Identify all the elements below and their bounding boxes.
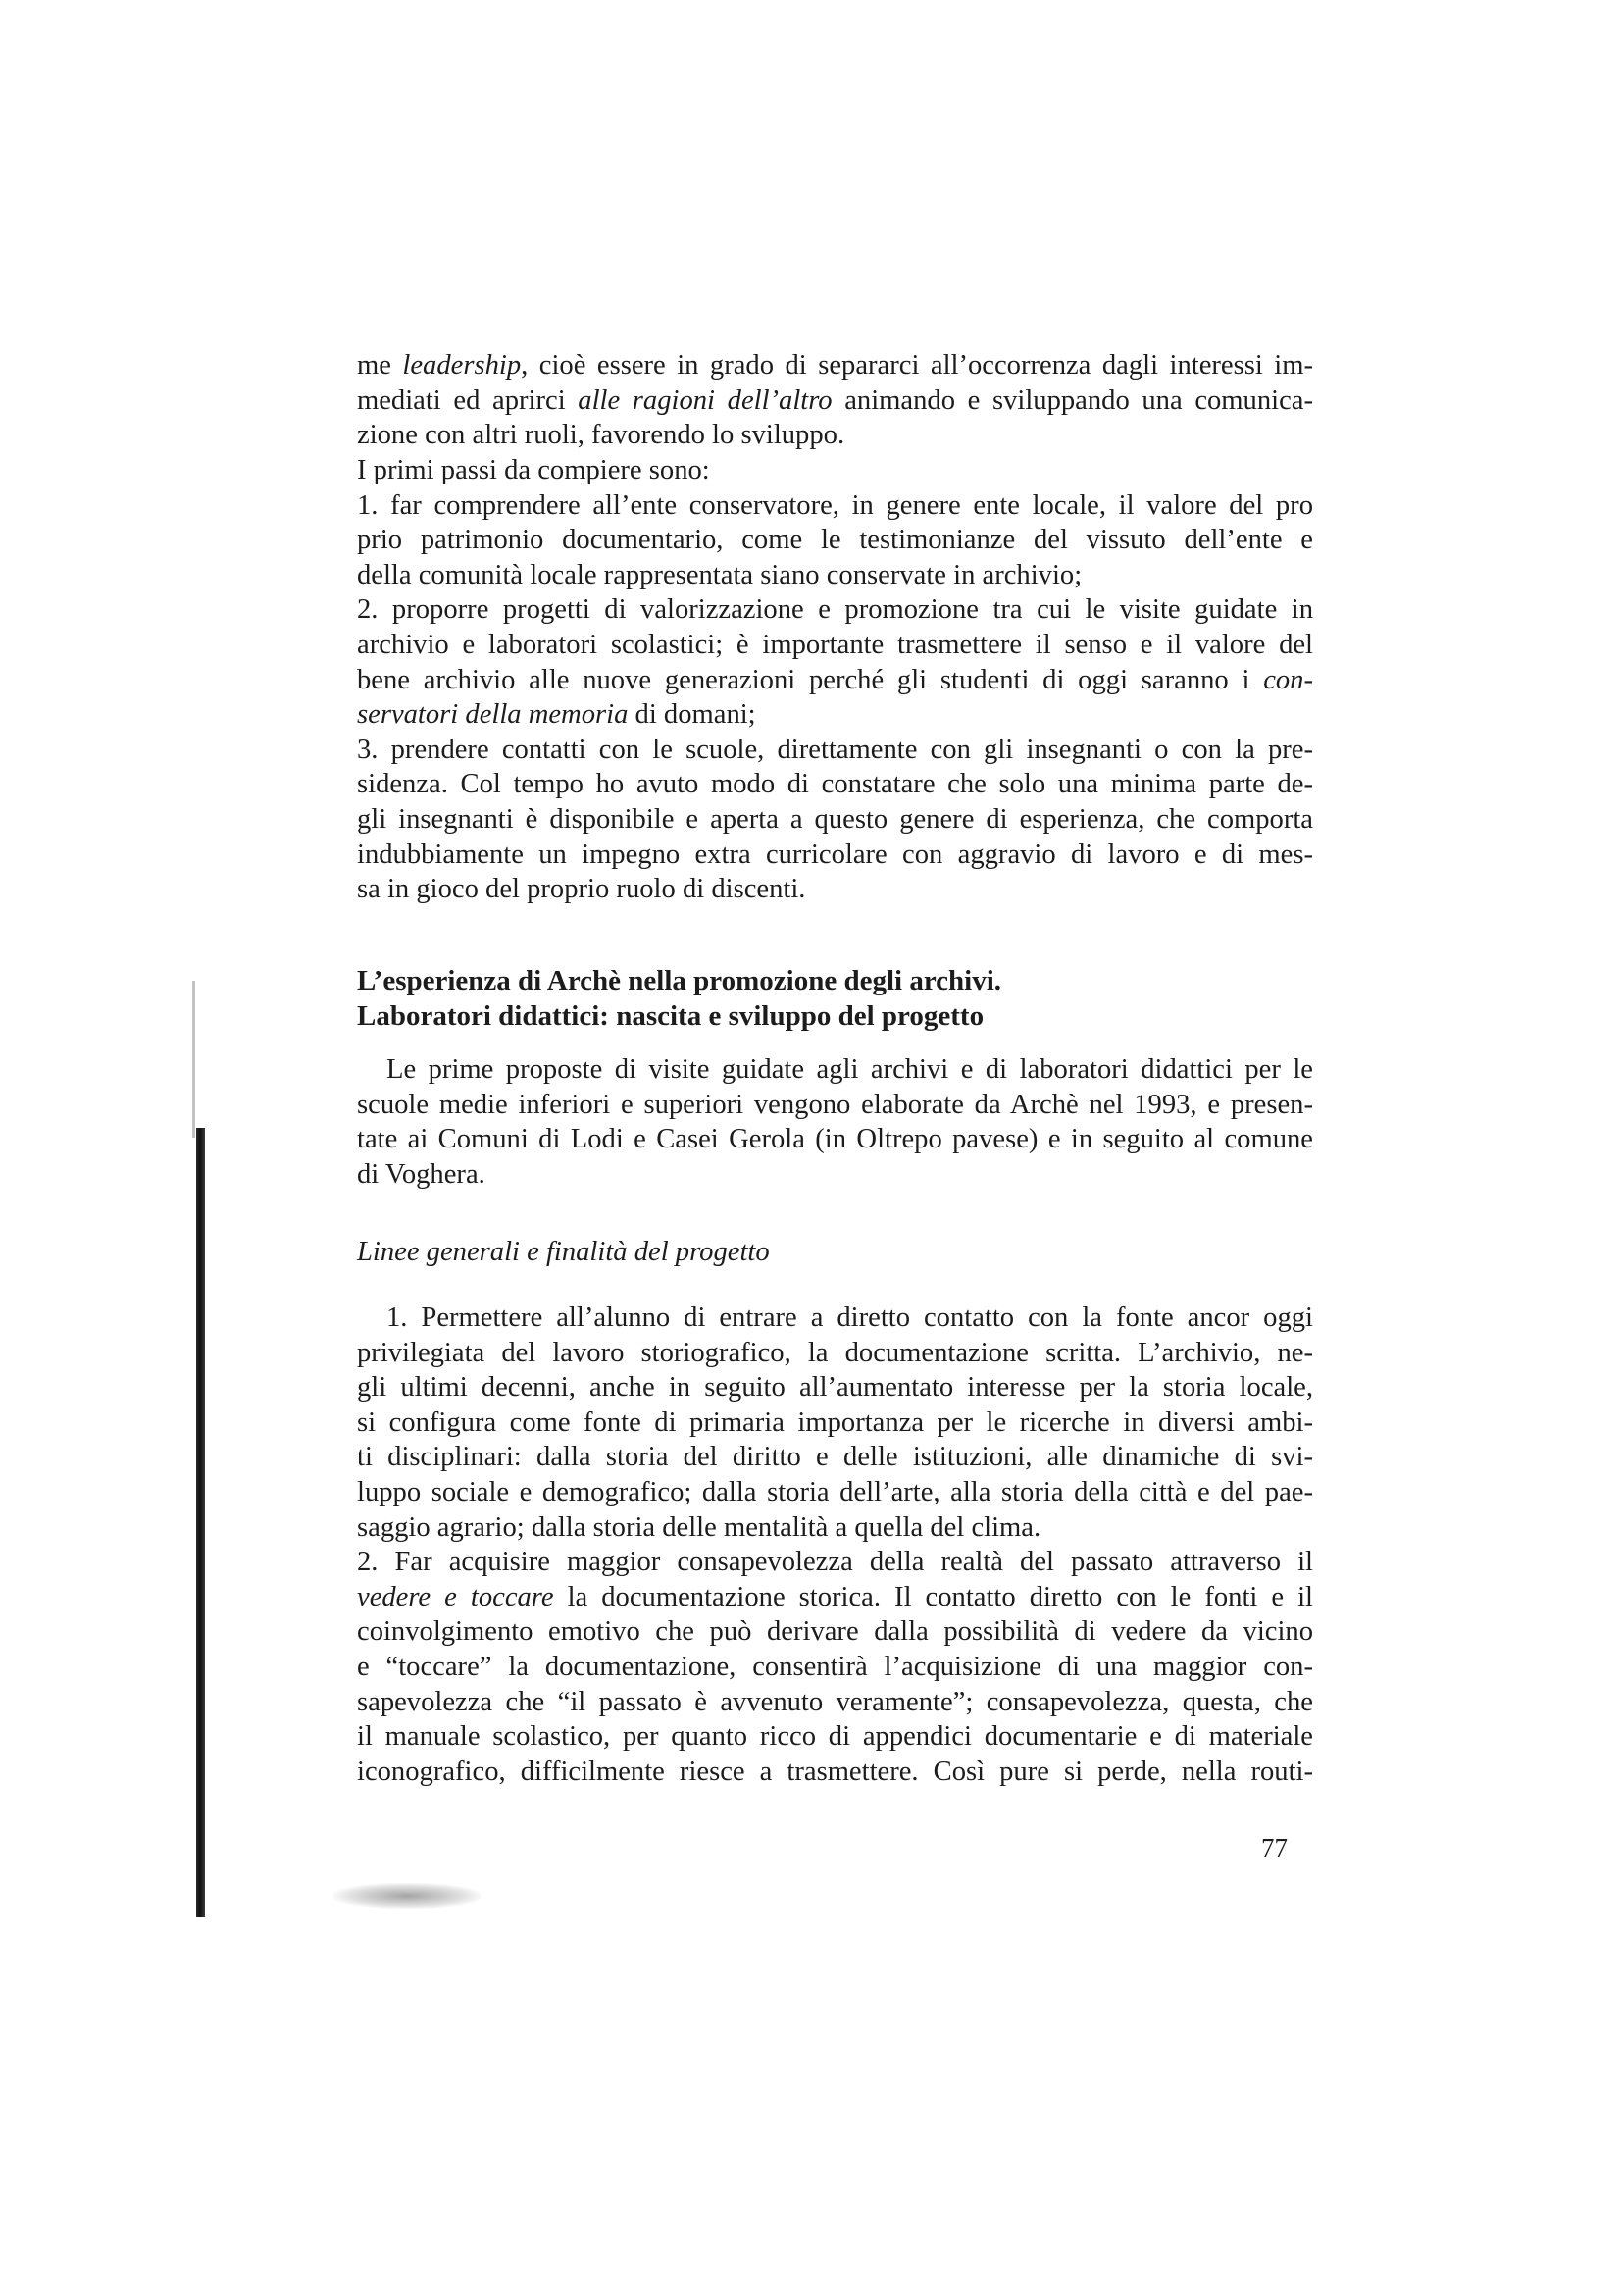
text-run: zione con altri ruoli, favorendo lo sviluppo. [357, 420, 845, 451]
text-line [357, 872, 1313, 907]
text-line [357, 1719, 1313, 1755]
italic-run: leadership [402, 350, 522, 381]
text-line [357, 697, 1313, 733]
text-run: di domani; [628, 699, 756, 731]
text-run: 2. Far acquisire maggior consapevolezza della realtà del passato attraverso il [357, 1547, 1313, 1578]
text-run: gli insegnanti è disponibile e aperta a questo genere di esperienza, che comporta [357, 803, 1313, 835]
text-line [357, 1088, 1313, 1123]
scan-smudge [333, 1883, 481, 1909]
text-line [357, 1510, 1313, 1546]
text-run: luppo sociale e demografico; dalla storia dell’arte, alla storia della città e del pae- [357, 1476, 1313, 1507]
text-line [357, 383, 1313, 419]
text-run: 2. proporre progetti di valorizzazione e promozione tra cui le visite guidate in [357, 594, 1313, 626]
text-line [357, 663, 1313, 698]
first-steps-list [357, 453, 1313, 907]
intro-paragraph [357, 1052, 1313, 1192]
text-line [357, 1336, 1313, 1371]
text-run: indubbiamente un impegno extra curricolare con aggravio di lavoro e di mes- [357, 839, 1313, 870]
text-run: si configura come fonte di primaria importanza per le ricerche in diversi ambi- [357, 1406, 1313, 1438]
text-line [357, 1157, 1313, 1193]
text-run: , cioè essere in grado di separarci all’occorrenza dagli interessi im- [521, 350, 1313, 381]
subsection-heading: Linee generali e finalità del progetto [357, 1237, 770, 1267]
text-run: 3. prendere contatti con le scuole, direttamente con gli insegnanti o con la pre- [357, 734, 1313, 765]
text-line [357, 1614, 1313, 1650]
text-line [357, 1580, 1313, 1615]
scan-binding-edge [196, 1128, 205, 1917]
text-line [357, 523, 1313, 558]
text-run: privilegiata del lavoro storiografico, la documentazione scritta. L’archivio, ne- [357, 1337, 1313, 1368]
text-line [357, 802, 1313, 838]
text-run: mediati ed aprirci [357, 384, 579, 416]
text-line [357, 348, 1313, 383]
text-line [357, 592, 1313, 628]
text-line [357, 1440, 1313, 1475]
text-line [357, 1300, 1313, 1336]
opening-paragraph [357, 348, 1313, 453]
italic-run: alle ragioni dell’altro [578, 384, 833, 416]
text-run: I primi passi da compiere sono: [357, 455, 710, 485]
text-run: e “toccare” la documentazione, consentirà l’acquisizione di una maggior con- [357, 1651, 1313, 1682]
text-run: prio patrimonio documentario, come le testimonianze del vissuto dell’ente e [357, 525, 1313, 556]
text-run: gli ultimi decenni, anche in seguito all’aumentato interesse per la storia locale, [357, 1372, 1313, 1403]
text-run: della comunità locale rappresentata siano conservate in archivio; [357, 559, 1083, 590]
text-run: Le prime proposte di visite guidate agli archivi e di laboratori didattici per le [386, 1054, 1313, 1085]
text-run: archivio e laboratori scolastici; è importante trasmettere il senso e il valore del [357, 629, 1313, 660]
text-run: 1. far comprendere all’ente conservatore, in genere ente locale, il valore del pro [357, 489, 1313, 521]
text-line [357, 1545, 1313, 1580]
scan-binding-shadow [192, 981, 195, 1138]
text-line [357, 733, 1313, 768]
text-line [357, 1685, 1313, 1720]
text-line [357, 418, 1313, 453]
italic-run: con- [1263, 664, 1313, 695]
text-line [357, 488, 1313, 524]
italic-run: vedere e toccare [357, 1581, 554, 1612]
text-line [357, 767, 1313, 802]
text-line [357, 1755, 1313, 1790]
text-line [357, 1405, 1313, 1441]
text-line [357, 1650, 1313, 1685]
text-run: me [357, 350, 403, 381]
text-run: sa in gioco del proprio ruolo di discenti. [357, 874, 806, 905]
text-line [357, 558, 1313, 593]
text-run: tate ai Comuni di Lodi e Casei Gerola (in Oltrepo pavese) e in seguito al comune [357, 1124, 1313, 1155]
text-run: coinvolgimento emotivo che può derivare dalla possibilità di vedere da vicino [357, 1616, 1313, 1648]
italic-run: servatori della memoria [357, 699, 629, 731]
text-line [357, 1052, 1313, 1088]
project-goals-list [357, 1300, 1313, 1789]
text-run: saggio agrario; dalla storia delle mentalità a quella del clima. [357, 1511, 1041, 1543]
text-run: scuole medie inferiori e superiori vengono elaborate da Archè nel 1993, e presen- [357, 1089, 1313, 1120]
text-run: di Voghera. [357, 1158, 485, 1190]
text-run: iconografico, difficilmente riesce a trasmettere. Così pure si perde, nella routi- [357, 1756, 1313, 1787]
text-line [357, 453, 1313, 488]
text-run: sapevolezza che “il passato è avvenuto veramente”; consapevolezza, questa, che [357, 1686, 1313, 1717]
text-run: sidenza. Col tempo ho avuto modo di constatare che solo una minima parte de- [357, 769, 1313, 800]
section-heading-line-2: Laboratori didattici: nascita e sviluppo del progetto [357, 1000, 985, 1032]
text-run: il manuale scolastico, per quanto ricco di appendici documentarie e di materiale [357, 1721, 1313, 1753]
text-run: la documentazione storica. Il contatto diretto con le fonti e il [553, 1581, 1313, 1612]
text-line [357, 628, 1313, 663]
section-heading-line-1: L’esperienza di Archè nella promozione degli archivi. [357, 965, 1002, 996]
text-run: 1. Permettere all’alunno di entrare a diretto contatto con la fonte ancor oggi [386, 1302, 1313, 1333]
text-line [357, 1475, 1313, 1510]
text-line [357, 838, 1313, 873]
text-run: bene archivio alle nuove generazioni perché gli studenti di oggi saranno i [357, 664, 1264, 695]
text-run: animando e sviluppando una comunica- [832, 384, 1313, 416]
text-line [357, 1122, 1313, 1157]
text-line [357, 1370, 1313, 1405]
text-run: ti disciplinari: dalla storia del diritto e delle istituzioni, alle dinamiche di svi- [357, 1442, 1313, 1473]
page-number: 77 [1261, 1833, 1288, 1862]
